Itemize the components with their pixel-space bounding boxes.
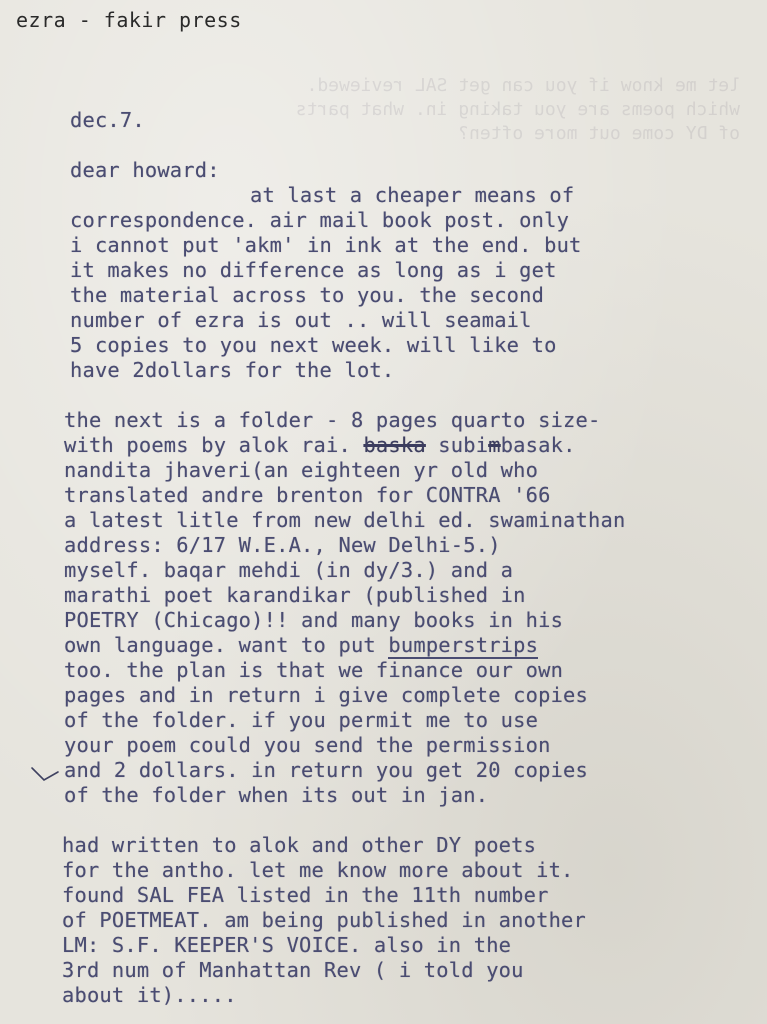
paragraph3-line: about it)..... <box>62 983 237 1007</box>
salutation: dear howard: <box>70 158 220 182</box>
line-segment: with poems by alok rai. <box>64 433 364 457</box>
paragraph2-line: of the folder. if you permit me to use <box>64 708 539 732</box>
paragraph2-line: of the folder when its out in jan. <box>64 783 489 807</box>
paragraph3-line: found SAL FEA listed in the 11th number <box>62 883 549 907</box>
paragraph1-line: the material across to you. the second <box>70 283 545 307</box>
paragraph1-line: 5 copies to you next week. will like to <box>70 333 557 357</box>
paragraph2-line: nandita jhaveri(an eighteen yr old who <box>64 458 539 482</box>
line-segment: subi <box>425 433 489 457</box>
paragraph2-line: translated andre brenton for CONTRA '66 <box>64 483 551 507</box>
bleed-line: let me know if you can get SAL reviewed. <box>306 75 740 96</box>
paragraph1-line: number of ezra is out .. will seamail <box>70 308 532 332</box>
paragraph2-line: too. the plan is that we finance our own <box>64 658 564 682</box>
paragraph1-line: i cannot put 'akm' in ink at the end. but <box>70 233 582 257</box>
underlined-word: bumperstrips <box>388 633 539 657</box>
paragraph2-line: a latest litle from new delhi ed. swaminathan <box>64 508 626 532</box>
paragraph3-line: LM: S.F. KEEPER'S VOICE. also in the <box>62 933 512 957</box>
struck-letter: m <box>488 433 501 457</box>
line-segment: basak. <box>500 433 576 457</box>
paragraph2-line <box>62 433 752 458</box>
paragraph2-line: the next is a folder - 8 pages quarto size- <box>64 408 601 432</box>
paragraph2-line: your poem could you send the permission <box>64 733 551 757</box>
paragraph2-line: and 2 dollars. in return you get 20 copies <box>64 758 589 782</box>
paragraph1-line: correspondence. air mail book post. only <box>70 208 570 232</box>
paragraph2-line: pages and in return i give complete copies <box>64 683 589 707</box>
paragraph2-line <box>62 633 752 658</box>
paragraph1-line: at last a cheaper means of <box>250 183 575 207</box>
letter-date: dec.7. <box>70 108 145 132</box>
paragraph3-line: for the antho. let me know more about it. <box>62 858 574 882</box>
letterhead: ezra - fakir press <box>16 8 242 32</box>
paragraph3-line: had written to alok and other DY poets <box>62 833 537 857</box>
paragraph1-line: it makes no difference as long as i get <box>70 258 557 282</box>
paragraph3-line: of POETMEAT. am being published in another <box>62 908 587 932</box>
paragraph2-line: POETRY (Chicago)!! and many books in his <box>64 608 564 632</box>
bleed-line: of DY come out more often? <box>458 123 740 144</box>
paragraph2-line: myself. baqar mehdi (in dy/3.) and a <box>64 558 514 582</box>
bleed-line: which poems are you taking in. what parts <box>295 99 740 120</box>
paragraph3-line: 3rd num of Manhattan Rev ( i told you <box>62 958 524 982</box>
struck-word: baska <box>363 433 426 457</box>
line-segment: own language. want to put <box>64 633 389 657</box>
paragraph1-line: have 2dollars for the lot. <box>70 358 395 382</box>
paragraph2-line: marathi poet karandikar (published in <box>64 583 526 607</box>
paragraph2-line: address: 6/17 W.E.A., New Delhi-5.) <box>64 533 501 557</box>
margin-check-mark-icon <box>30 764 60 784</box>
letter-body <box>62 108 752 1008</box>
